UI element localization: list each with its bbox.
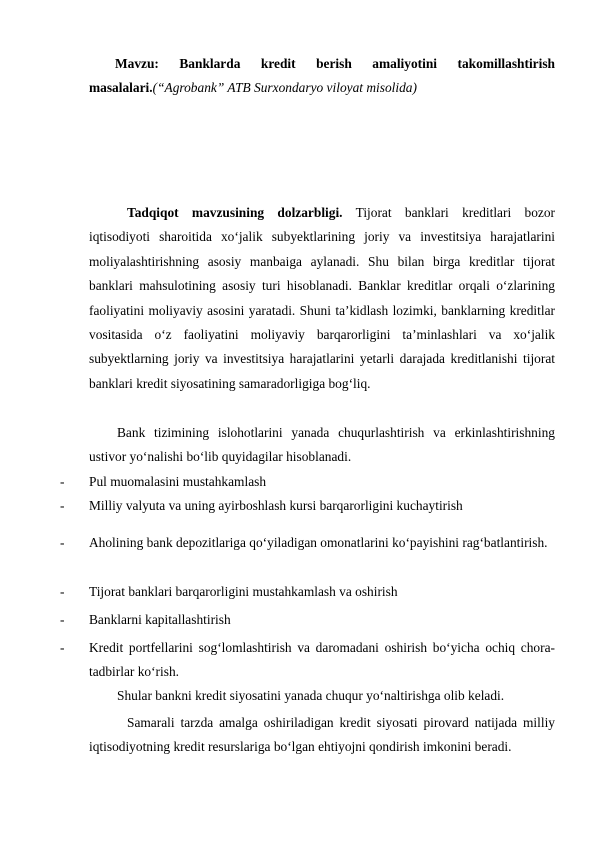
title-word: takomillashtirish: [457, 56, 555, 71]
document-title: [89, 52, 555, 100]
reform-paragraph: Bank tizimining islohotlarini yanada chuqurlashtirish va erkinlashtirishning ustivor yo‘nalishi bo‘lib quyidagilar hisoblanadi.: [89, 425, 555, 465]
list-item-text: Aholining bank depozitlariga qo‘yiladigan omonatlarini ko‘payishini rag‘batlantirish.: [89, 535, 548, 550]
title-word: berish: [316, 56, 352, 71]
section-heading: Tadqiqot mavzusining dolzarbligi.: [127, 205, 343, 220]
bullet-dash: -: [60, 498, 65, 513]
title-word: amaliyotini: [372, 56, 438, 71]
list-item-text: Milliy valyuta va uning ayirboshlash kursi barqarorligini kuchaytirish: [89, 498, 463, 513]
title-continuation: masalalari.: [89, 80, 153, 95]
title-word: Mavzu:: [115, 56, 159, 71]
title-line-1: [89, 52, 555, 76]
title-word: kredit: [260, 56, 296, 71]
bullet-dash: -: [60, 612, 65, 627]
bullet-dash: -: [60, 640, 65, 655]
bullet-dash: -: [60, 474, 65, 489]
title-line-2: [89, 76, 555, 100]
conclusion-paragraph: Shular bankni kredit siyosatini yanada chuqur yo‘naltirishga olib keladi.: [117, 688, 505, 703]
intro-paragraph: [89, 201, 555, 396]
bullet-dash: -: [60, 535, 65, 550]
intro-body: Tijorat banklari kreditlari bozor iqtisodiyoti sharoitida xo‘jalik subyektlarining joriy va investitsiya harajatlarini moliyalashtirishning asosiy manbaiga aylanadi. Shu bilan birga kreditlar tijorat banklari mahsulotining asosiy turi hisoblanadi. Banklar kreditlar orqali o‘zlarining faoliyatini moliyaviy asosini yaratadi. Shuni ta’kidlash lozimki, banklarning kreditlar vositasida o‘z faoliyatini moliyaviy barqarorligini ta’minlashlari va xo‘jalik subyektlarning joriy va investitsiya harajatlarini yetarli darajada kreditlanishi tijorat banklari kredit siyosatining samaradorligiga bog‘liq.: [89, 205, 555, 391]
title-word: Banklarda: [179, 56, 241, 71]
list-item-text: Pul muomalasini mustahkamlash: [89, 474, 267, 489]
policy-paragraph: Samarali tarzda amalga oshiriladigan kredit siyosati pirovard natijada milliy iqtisodiyotning kredit resurslariga bo‘lgan ehtiyojni qondirish imkonini beradi.: [89, 715, 555, 755]
bullet-dash: -: [60, 584, 65, 599]
list-item-text: Kredit portfellarini sog‘lomlashtirish va daromadani oshirish bo‘yicha ochiq chora-tadbirlar ko‘rish.: [89, 640, 555, 680]
list-item-text: Banklarni kapitallashtirish: [89, 612, 231, 627]
list-item-text: Tijorat banklari barqarorligini mustahkamlash va oshirish: [89, 584, 398, 599]
title-subtitle: (“Agrobank” ATB Surxondaryo viloyat misolida): [152, 80, 417, 95]
